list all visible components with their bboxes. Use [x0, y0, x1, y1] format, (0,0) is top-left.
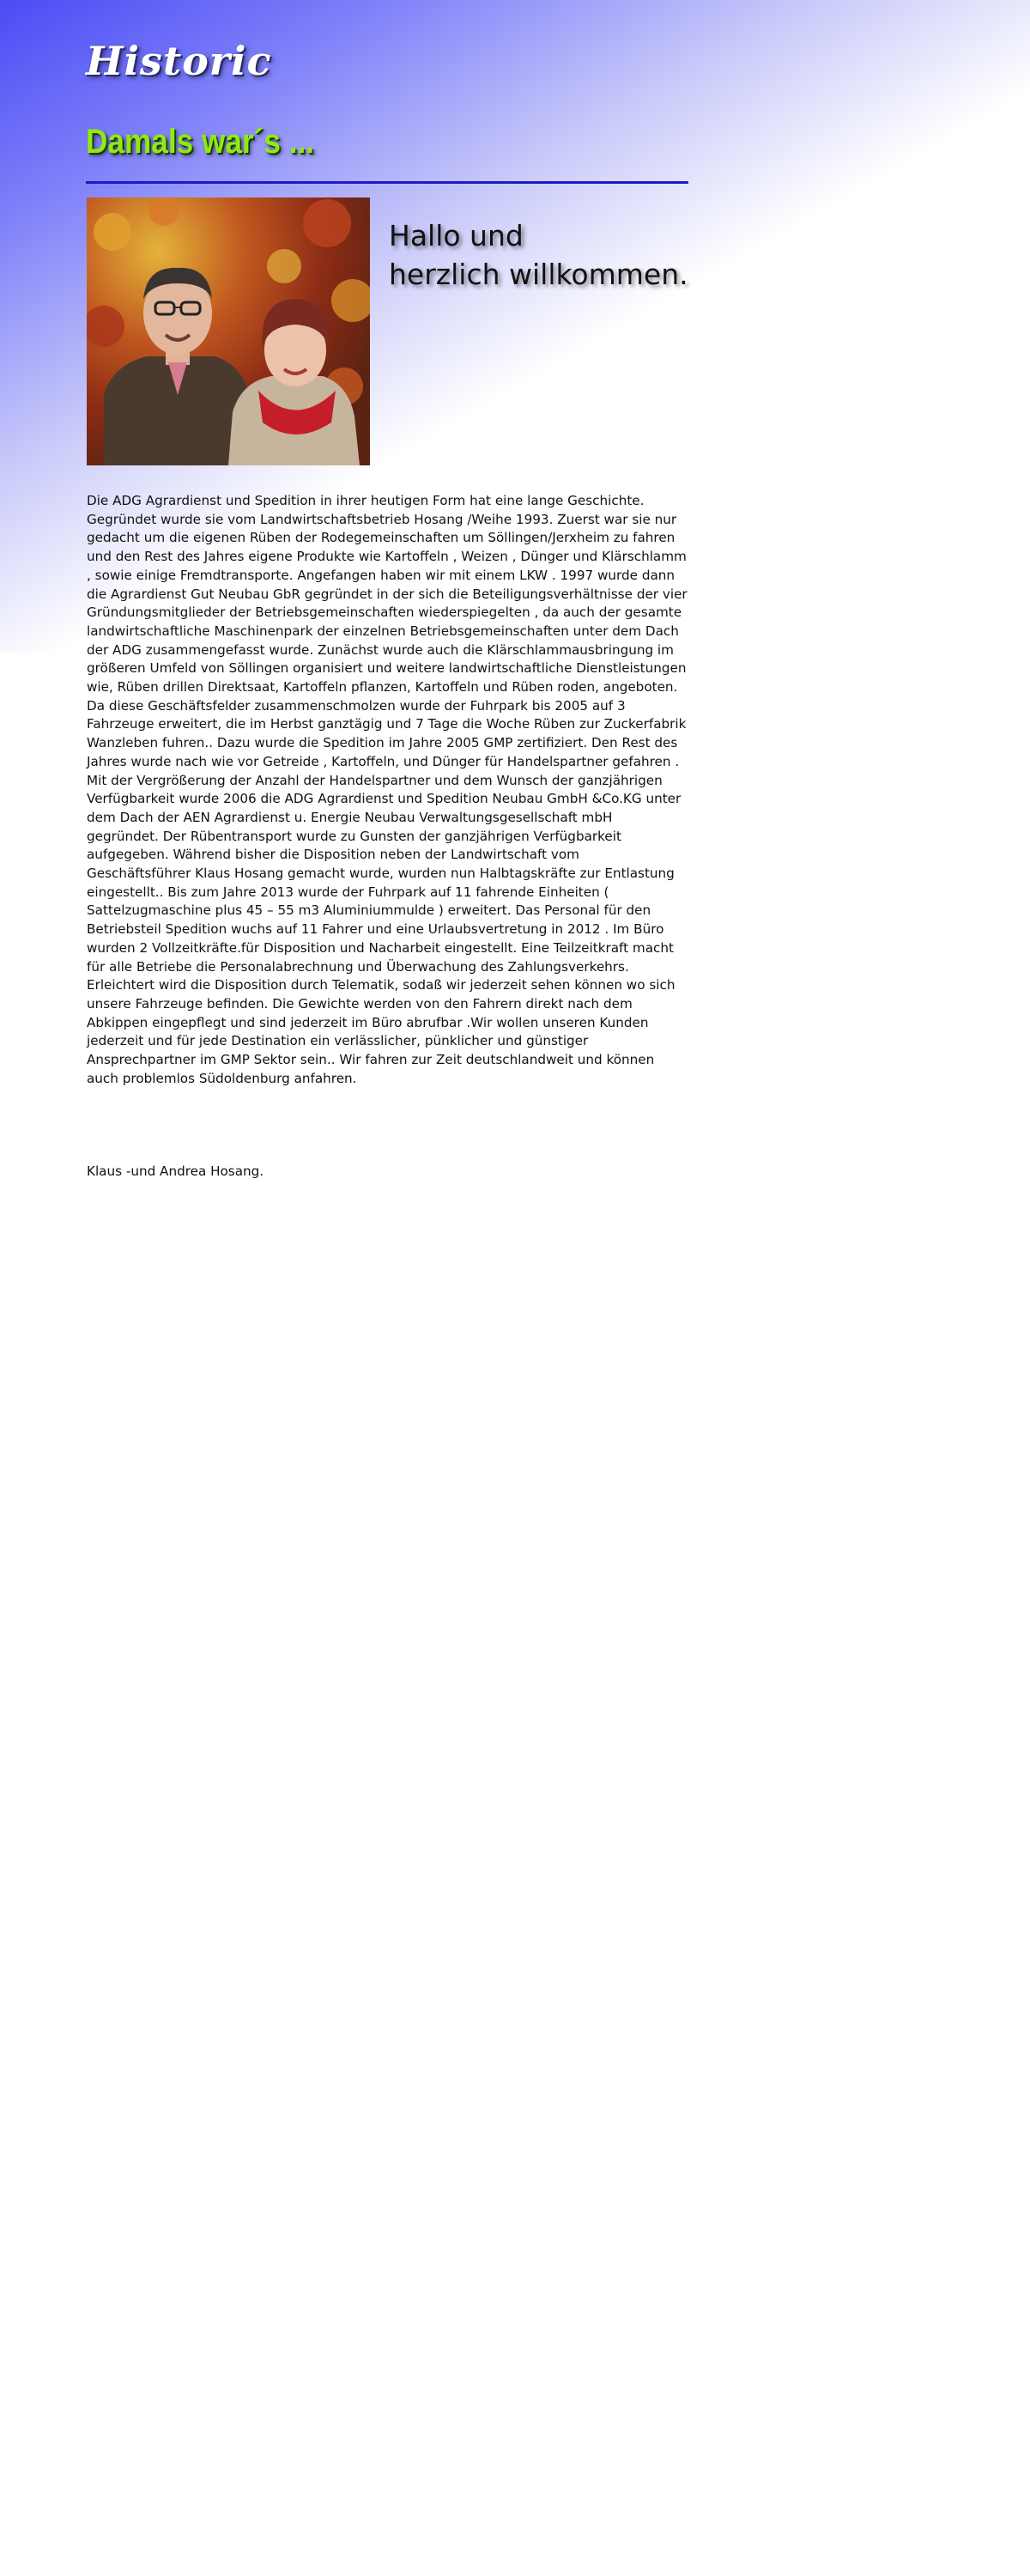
welcome-greeting — [389, 216, 688, 294]
greeting-line-2: herzlich willkommen. — [389, 258, 688, 291]
signature: Klaus -und Andrea Hosang. — [87, 1163, 264, 1179]
page-title: Damals war´s ... — [86, 123, 315, 161]
history-paragraph: Die ADG Agrardienst und Spedition in ihrer heutigen Form hat eine lange Geschichte. Gegründet wurde sie vom Landwirtschaftsbetrieb Hosang /Weihe 1993. Zuerst war sie nur gedacht um die eigenen Rüben der Rodegemeinschaften um Söllingen/Jerxheim zu fahren und den Rest des Jahres eigene Produkte wie Kartoffeln , Weizen , Dünger und Klärschlamm , sowie einige Fremdtransporte. Angefangen haben wir mit einem LKW . 1997 wurde dann die Agrardienst Gut Neubau GbR gegründet in der sich die Beteiligungsverhältnisse der vier Gründungsmitglieder der Betriebsgemeinschaften wiederspiegelten , da auch der gesamte landwirtschaftliche Maschinenpark der einzelnen Betriebsgemeinschaften unter dem Dach der ADG zusammengefasst wurde. Zunächst wurde auch die Klärschlammausbringung im größeren Umfeld von Söllingen organisiert und weitere landwirtschaftliche Dienstleistungen wie, Rüben drillen Direktsaat, Kartoffeln pflanzen, Kartoffeln und Rüben roden, angeboten. Da diese Geschäftsfelder zusammenschmolzen wurde der Fuhrpark bis 2005 auf 3 Fahrzeuge erweitert, die im Herbst ganztägig und 7 Tage die Woche Rüben zur Zuckerfabrik Wanzleben fuhren.. Dazu wurde die Spedition im Jahre 2005 GMP zertifiziert. Den Rest des Jahres wurde nach wie vor Getreide , Kartoffeln, und Dünger für Handelspartner gefahren . Mit der Vergrößerung der Anzahl der Handelspartner und dem Wunsch der ganzjährigen Verfügbarkeit wurde 2006 die ADG Agrardienst und Spedition Neubau GmbH &Co.KG unter dem Dach der AEN Agrardienst u. Energie Neubau Verwaltungsgesellschaft mbH gegründet. Der Rübentransport wurde zu Gunsten der ganzjährigen Verfügbarkeit aufgegeben. Während bisher die Disposition neben der Landwirtschaft vom Geschäftsführer Klaus Hosang gemacht wurde, wurden nun Halbtagskräfte zur Entlastung eingestellt.. Bis zum Jahre 2013 wurde der Fuhrpark auf 11 fahrende Einheiten ( Sattelzugmaschine plus 45 – 55 m3 Aluminiummulde ) erweitert. Das Personal für den Betriebsteil Spedition wuchs auf 11 Fahrer und eine Urlaubsvertretung in 2012 . Im Büro wurden 2 Vollzeitkräfte.für Disposition und Nacharbeit eingestellt. Eine Teilzeitkraft macht für alle Betriebe die Personalabrechnung und Überwachung des Zahlungsverkehrs. Erleichtert wird die Disposition durch Telematik, sodaß wir jederzeit sehen können wo sich unsere Fahrzeuge befinden. Die Gewichte werden von den Fahrern direkt nach dem Abkippen eingepflegt und sind jederzeit im Büro abrufbar .Wir wollen unseren Kunden jederzeit und für jede Destination ein verlässlicher, pünklicher und günstiger Ansprechpartner im GMP Sektor sein.. Wir fahren zur Zeit deutschlandweit und können auch problemlos Südoldenburg anfahren. — [87, 493, 688, 1086]
historie-logo: Historic — [86, 38, 272, 84]
owners-photo — [87, 197, 370, 465]
greeting-line-1: Hallo und — [389, 219, 524, 252]
divider — [86, 181, 688, 184]
history-text — [87, 492, 688, 1089]
